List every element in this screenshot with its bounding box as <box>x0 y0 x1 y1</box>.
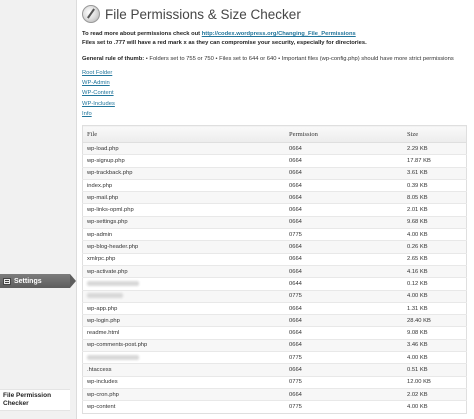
table-row <box>83 278 467 290</box>
table-row <box>83 339 467 351</box>
file-name-cell <box>83 278 286 290</box>
permission-cell: 0664 <box>285 265 403 277</box>
size-cell: 4.00 KB <box>403 352 467 364</box>
size-cell: 2.01 KB <box>403 204 467 216</box>
size-cell: 2.29 KB <box>403 143 467 155</box>
permission-cell: 0775 <box>285 290 403 302</box>
permission-cell: 0664 <box>285 167 403 179</box>
table-row <box>83 290 467 302</box>
permission-cell: 0664 <box>285 179 403 191</box>
size-cell: 28.40 KB <box>403 315 467 327</box>
table-row <box>83 229 467 241</box>
link-root-folder[interactable]: Root Folder <box>82 70 113 76</box>
size-cell: 9.08 KB <box>403 327 467 339</box>
permissions-table <box>82 125 467 414</box>
sidebar-item-label: Settings <box>14 277 42 285</box>
size-cell: 0.39 KB <box>403 179 467 191</box>
submenu-item-label: File Permission Checker <box>3 392 52 408</box>
file-name-cell: wp-trackback.php <box>83 167 286 179</box>
file-name-cell: wp-signup.php <box>83 155 286 167</box>
page-header <box>82 4 301 24</box>
settings-icon <box>3 278 11 285</box>
size-cell: 2.02 KB <box>403 388 467 400</box>
permission-cell: 0664 <box>285 302 403 314</box>
intro-warning: Files set to .777 will have a red mark x as they can compromise your security, especially for directories. <box>82 39 367 46</box>
file-name-cell: readme.html <box>83 327 286 339</box>
table-row <box>83 401 467 413</box>
size-cell: 3.61 KB <box>403 167 467 179</box>
size-cell: 1.31 KB <box>403 302 467 314</box>
size-cell: 4.00 KB <box>403 229 467 241</box>
rule-text: • Folders set to 755 or 750 • Files set to 644 or 640 • Important files (wp-config.php) should have more strict permissions <box>144 56 454 62</box>
permission-cell: 0775 <box>285 401 403 413</box>
permission-cell: 0664 <box>285 364 403 376</box>
file-name-cell: wp-login.php <box>83 315 286 327</box>
table-row <box>83 216 467 228</box>
link-wp-admin[interactable]: WP-Admin <box>82 80 110 87</box>
permission-cell: 0664 <box>285 204 403 216</box>
size-cell: 4.00 KB <box>403 401 467 413</box>
table-row <box>83 253 467 265</box>
table-row <box>83 241 467 253</box>
intro-prefix: To read more about permissions check out <box>82 31 202 37</box>
file-name-cell: wp-comments-post.php <box>83 339 286 351</box>
permission-cell: 0775 <box>285 352 403 364</box>
size-cell: 3.46 KB <box>403 339 467 351</box>
permission-cell: 0664 <box>285 143 403 155</box>
link-info[interactable]: Info <box>82 110 92 117</box>
table-row <box>83 327 467 339</box>
redacted-filename <box>87 355 139 360</box>
rule-label: General rule of thumb: <box>82 56 145 62</box>
size-cell: 12.00 KB <box>403 376 467 388</box>
admin-sidebar <box>0 0 77 419</box>
size-cell: 2.65 KB <box>403 253 467 265</box>
table-row <box>83 315 467 327</box>
column-header-permission: Permission <box>285 126 403 143</box>
file-name-cell: index.php <box>83 179 286 191</box>
table-row <box>83 179 467 191</box>
table-row <box>83 352 467 364</box>
table-row <box>83 155 467 167</box>
size-cell: 0.26 KB <box>403 241 467 253</box>
permission-cell: 0664 <box>285 241 403 253</box>
sidebar-item-settings[interactable] <box>0 274 70 288</box>
table-row <box>83 143 467 155</box>
permission-cell: 0664 <box>285 192 403 204</box>
submenu-item-file-permission-checker[interactable] <box>0 389 70 411</box>
table-row <box>83 376 467 388</box>
file-name-cell: wp-admin <box>83 229 286 241</box>
file-name-cell <box>83 290 286 302</box>
rule-of-thumb <box>82 56 454 62</box>
table-row <box>83 167 467 179</box>
file-name-cell: wp-load.php <box>83 143 286 155</box>
folder-links <box>82 68 115 119</box>
codex-link[interactable]: http://codex.wordpress.org/Changing_File_Permissions <box>201 31 356 37</box>
table-header-row <box>83 126 467 143</box>
current-menu-arrow <box>70 274 76 288</box>
permission-cell: 0664 <box>285 339 403 351</box>
file-name-cell <box>83 352 286 364</box>
size-cell: 0.12 KB <box>403 278 467 290</box>
file-name-cell: wp-content <box>83 401 286 413</box>
file-name-cell: .htaccess <box>83 364 286 376</box>
intro-text <box>82 30 367 47</box>
file-name-cell: wp-cron.php <box>83 388 286 400</box>
column-header-file: File <box>83 126 286 143</box>
permissions-checker-icon <box>82 5 100 23</box>
permission-cell: 0664 <box>285 327 403 339</box>
permission-cell: 0664 <box>285 253 403 265</box>
table-row <box>83 265 467 277</box>
redacted-filename <box>87 293 123 298</box>
permission-cell: 0775 <box>285 376 403 388</box>
table-row <box>83 302 467 314</box>
size-cell: 9.68 KB <box>403 216 467 228</box>
size-cell: 4.00 KB <box>403 290 467 302</box>
size-cell: 0.51 KB <box>403 364 467 376</box>
table-row <box>83 364 467 376</box>
table-row <box>83 204 467 216</box>
file-name-cell: wp-includes <box>83 376 286 388</box>
column-header-size: Size <box>403 126 467 143</box>
redacted-filename <box>87 281 139 286</box>
size-cell: 8.05 KB <box>403 192 467 204</box>
file-name-cell: wp-links-opml.php <box>83 204 286 216</box>
file-name-cell: xmlrpc.php <box>83 253 286 265</box>
permission-cell: 0644 <box>285 278 403 290</box>
file-name-cell: wp-activate.php <box>83 265 286 277</box>
permission-cell: 0664 <box>285 388 403 400</box>
table-row <box>83 388 467 400</box>
permission-cell: 0664 <box>285 155 403 167</box>
file-name-cell: wp-blog-header.php <box>83 241 286 253</box>
size-cell: 17.87 KB <box>403 155 467 167</box>
permission-cell: 0775 <box>285 229 403 241</box>
size-cell: 4.16 KB <box>403 265 467 277</box>
table-row <box>83 192 467 204</box>
permission-cell: 0664 <box>285 315 403 327</box>
page-title: File Permissions & Size Checker <box>105 6 301 22</box>
file-name-cell: wp-mail.php <box>83 192 286 204</box>
link-wp-includes[interactable]: WP-Includes <box>82 100 115 107</box>
permission-cell: 0664 <box>285 216 403 228</box>
file-name-cell: wp-settings.php <box>83 216 286 228</box>
link-wp-content[interactable]: WP-Content <box>82 90 114 97</box>
file-name-cell: wp-app.php <box>83 302 286 314</box>
